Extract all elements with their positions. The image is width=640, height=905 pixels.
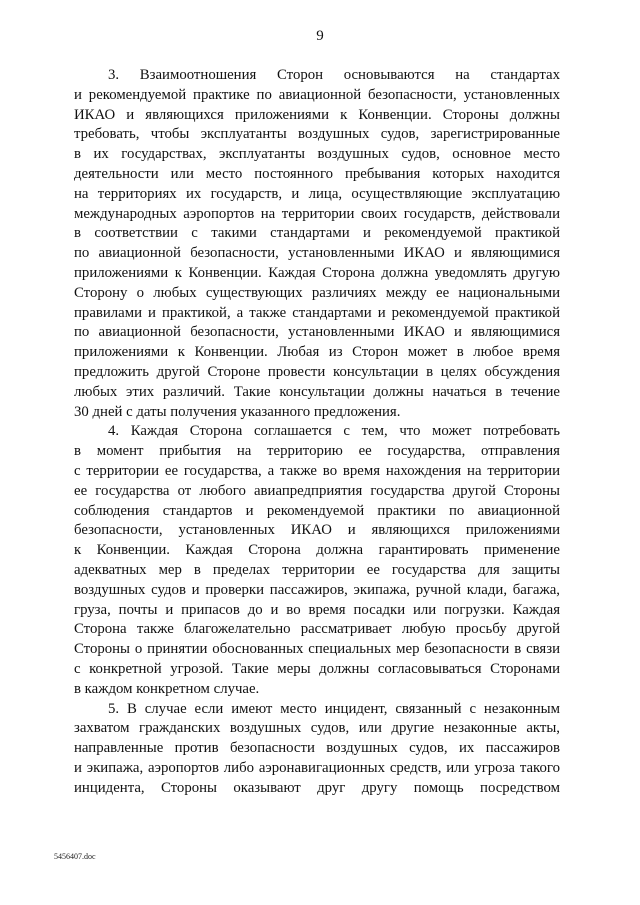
text-line: Стороны о принятии обоснованных специальных мер безопасности в связи xyxy=(74,641,560,658)
document-body xyxy=(74,66,560,798)
text-line: приложениями к Конвенции. Любая из Сторон может в любое время xyxy=(74,344,560,361)
text-line: требовать, чтобы эксплуатанты воздушных судов, зарегистрированные xyxy=(74,126,560,143)
paragraph-5 xyxy=(74,700,560,799)
text-line: и экипажа, аэропортов либо аэронавигационных средств, или угроза такого xyxy=(74,759,560,776)
text-line: на территориях их государств, и лица, осуществляющие эксплуатацию xyxy=(74,185,560,202)
text-line: ИКАО и являющихся приложениями к Конвенции. Стороны должны xyxy=(74,106,560,123)
text-line: к Конвенции. Каждая Сторона должна гарантировать применение xyxy=(74,542,560,559)
text-line: Сторону о любых существующих различиях между ее национальными xyxy=(74,284,560,301)
text-line: по авиационной безопасности, установленными ИКАО и являющимися xyxy=(74,245,560,262)
text-line: ее государства от любого авиапредприятия государства другой Стороны xyxy=(74,482,560,499)
text-line: приложениями к Конвенции. Каждая Сторона должна уведомлять другую xyxy=(74,264,560,281)
text-line: с конкретной угрозой. Такие меры должны согласовываться Сторонами xyxy=(74,660,560,677)
text-line: в каждом конкретном случае. xyxy=(74,680,260,697)
text-line: инцидента, Стороны оказывают друг другу помощь посредством xyxy=(74,779,560,796)
text-line: в соответствии с такими стандартами и рекомендуемой практикой xyxy=(74,225,560,242)
text-line: 3. Взаимоотношения Сторон основываются на стандартах xyxy=(108,67,560,83)
text-line: воздушных судов и проверки пассажиров, экипажа, ручной клади, багажа, xyxy=(74,581,560,598)
text-line: груза, почты и припасов до и во время посадки или погрузки. Каждая xyxy=(74,601,560,618)
page-number: 9 xyxy=(316,28,324,44)
text-line: правилами и практикой, а также стандартами и рекомендуемой практикой xyxy=(74,304,560,321)
paragraph-3 xyxy=(74,66,560,422)
text-line: предложить другой Стороне провести консультации в целях обсуждения xyxy=(74,363,560,380)
footer-filename: 5456407.doc xyxy=(54,852,96,861)
text-line: направленные против безопасности воздушных судов, их пассажиров xyxy=(74,740,560,757)
text-line: 30 дней с даты получения указанного предложения. xyxy=(74,403,401,420)
text-line: по авиационной безопасности, установленными ИКАО и являющимися xyxy=(74,324,560,341)
text-line: любых этих различий. Такие консультации должны начаться в течение xyxy=(74,383,560,400)
text-line: безопасности, установленных ИКАО и являющихся приложениями xyxy=(74,522,560,539)
text-line: деятельности или место постоянного пребывания которых находится xyxy=(74,165,560,182)
text-line: соблюдения стандартов и рекомендуемой практики по авиационной xyxy=(74,502,560,519)
paragraph-4 xyxy=(74,422,560,699)
text-line: в момент прибытия на территорию ее государства, отправления xyxy=(74,443,560,460)
text-line: и рекомендуемой практике по авиационной безопасности, установленных xyxy=(74,86,560,103)
text-line: захватом гражданских воздушных судов, или другие незаконные акты, xyxy=(74,720,560,737)
text-line: 4. Каждая Сторона соглашается с тем, что может потребовать xyxy=(108,423,560,440)
text-line: международных аэропортов на территории своих государств, действовали xyxy=(74,205,560,222)
text-line: с территории ее государства, а также во время нахождения на территории xyxy=(74,462,560,479)
text-line: адекватных мер в пределах территории ее государства для защиты xyxy=(74,561,560,578)
text-line: в их государствах, эксплуатанты воздушных судов, основное место xyxy=(74,146,560,163)
text-line: Сторона также благожелательно рассматривает любую просьбу другой xyxy=(74,621,560,638)
text-line: 5. В случае если имеют место инцидент, связанный с незаконным xyxy=(108,700,560,717)
